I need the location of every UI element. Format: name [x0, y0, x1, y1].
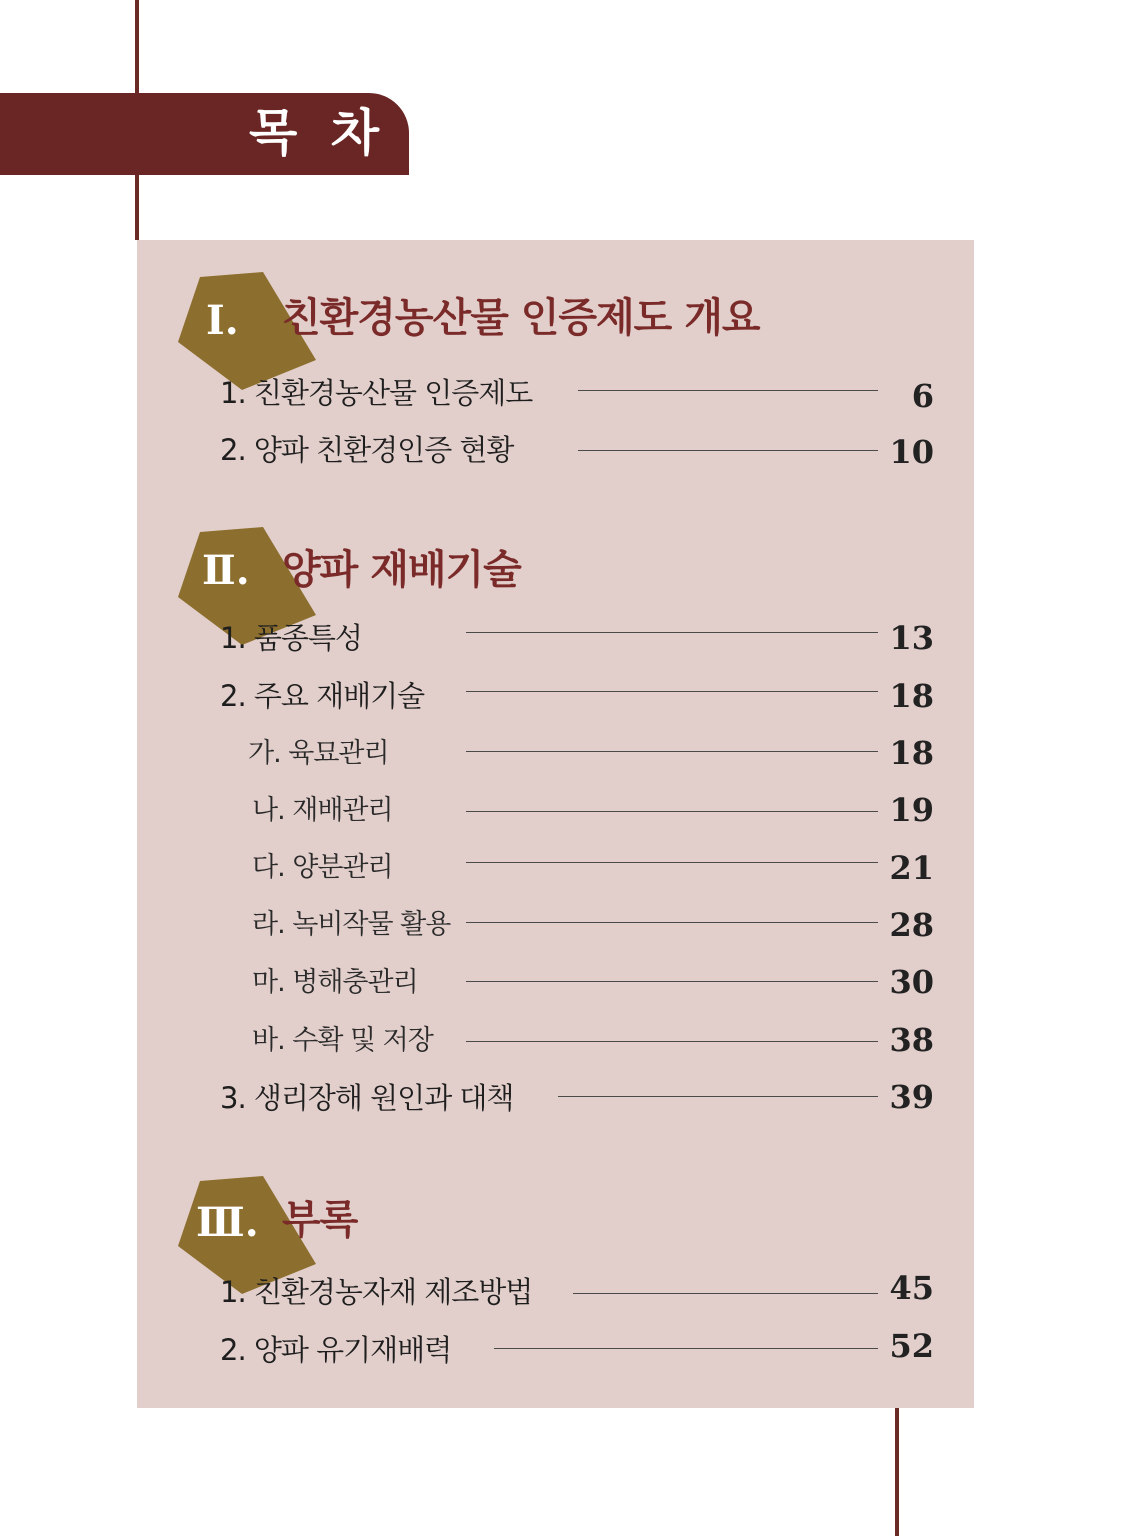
- toc-subentry-label[interactable]: 가. 육묘관리: [248, 738, 389, 769]
- leader-line: [466, 922, 878, 923]
- toc-entry-page: 19: [889, 791, 934, 829]
- leader-line: [494, 1348, 878, 1349]
- page-title: 목 차: [249, 104, 388, 162]
- leader-line: [466, 691, 878, 692]
- toc-entry-label[interactable]: 1. 품종특성: [220, 621, 362, 655]
- leader-line: [558, 1096, 878, 1097]
- leader-line: [578, 450, 878, 451]
- toc-entry-page: 10: [889, 433, 934, 471]
- toc-subentry-label[interactable]: 바. 수확 및 저장: [252, 1025, 433, 1056]
- toc-subentry-label[interactable]: 다. 양분관리: [252, 852, 393, 883]
- section-2-title: 양파 재배기술: [282, 547, 521, 593]
- leader-line: [466, 981, 878, 982]
- toc-subentry-label[interactable]: 라. 녹비작물 활용: [252, 909, 451, 940]
- toc-subentry-label[interactable]: 마. 병해충관리: [252, 967, 418, 998]
- section-3-title: 부록: [282, 1197, 358, 1243]
- toc-entry-page: 18: [889, 734, 934, 772]
- leader-line: [466, 1041, 878, 1042]
- toc-entry-label[interactable]: 3. 생리장해 원인과 대책: [220, 1081, 514, 1115]
- toc-entry-page: 28: [889, 906, 934, 944]
- section-1-title: 친환경농산물 인증제도 개요: [282, 295, 760, 341]
- toc-entry-page: 30: [889, 963, 934, 1001]
- section-3-numeral: Ⅲ.: [196, 1199, 259, 1246]
- toc-entry-page: 39: [889, 1078, 934, 1116]
- toc-entry-page: 6: [911, 377, 934, 415]
- toc-entry-page: 38: [889, 1021, 934, 1059]
- leader-line: [573, 1293, 878, 1294]
- leader-line: [466, 751, 878, 752]
- section-2-numeral: Ⅱ.: [202, 547, 250, 594]
- toc-entry-page: 18: [889, 677, 934, 715]
- leader-line: [578, 390, 878, 391]
- leader-line: [466, 811, 878, 812]
- toc-entry-page: 45: [889, 1269, 934, 1307]
- toc-entry-label[interactable]: 2. 주요 재배기술: [220, 679, 425, 713]
- toc-entry-label[interactable]: 1. 친환경농자재 제조방법: [220, 1275, 533, 1309]
- toc-entry-page: 13: [889, 619, 934, 657]
- leader-line: [466, 632, 878, 633]
- toc-entry-label[interactable]: 1. 친환경농산물 인증제도: [220, 376, 533, 410]
- toc-entry-label[interactable]: 2. 양파 유기재배력: [220, 1333, 452, 1367]
- leader-line: [466, 862, 878, 863]
- toc-entry-label[interactable]: 2. 양파 친환경인증 현황: [220, 433, 514, 467]
- toc-entry-page: 21: [889, 849, 934, 887]
- section-1-numeral: Ⅰ.: [206, 297, 239, 344]
- toc-subentry-label[interactable]: 나. 재배관리: [252, 795, 393, 826]
- bottom-accent-line: [895, 1408, 899, 1536]
- toc-entry-page: 52: [889, 1327, 934, 1365]
